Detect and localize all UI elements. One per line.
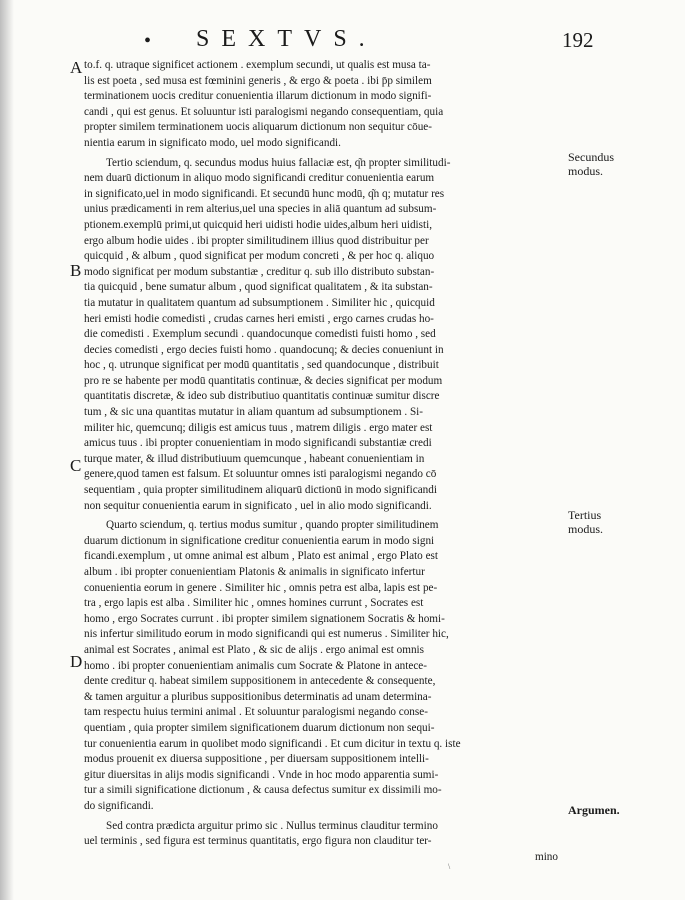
text-line: lis est poeta , sed musa est fœminini generis , & ergo & poeta . ibi p̄p similem (84, 74, 432, 87)
text-line: genere,quod tamen est falsum. Et soluuntur omnes isti paralogismi negando cō (84, 468, 437, 481)
binding-shadow (0, 0, 14, 900)
text-line: ptionem.exemplū primi,ut quicquid heri uidisti hodie uides,album heri uidisti, (84, 218, 433, 231)
paragraph (84, 518, 558, 814)
text-line: tra , ergo lapis est alba . Similiter hic , omnes homines currunt , Socrates est (84, 597, 424, 610)
section-letter-d: D (70, 652, 83, 671)
text-line: ergo album hodie uides . ibi propter similitudinem illius quod distribuitur per (84, 234, 429, 247)
paragraph (84, 58, 558, 152)
text-line: & tamen arguitur a pluribus suppositionibus determinatis ad unam determina- (84, 690, 432, 703)
text-line: quantitatis discretæ, & ideo sub distributiuo quantitatis continuæ sumitur discre (84, 390, 440, 403)
text-line: album . ibi propter conuenientiam Platonis & animalis in significato infertur (84, 566, 425, 578)
text-line: hoc , q. utrunque significat per modū quantitatis , sed quandocunque , distribuit (84, 359, 439, 372)
text-line: conuenientia eorum in genere . Similiter hic , omnis petra est alba, lapis est pe- (84, 581, 438, 594)
text-line: non sequitur conuenientia earum in significato , uel in alio modo significandi. (84, 499, 432, 512)
text-line: decies comedisti , ergo decies fuisti homo . quandocunq; & decies conueniunt in (84, 343, 444, 356)
text-line: Quarto sciendum, q. tertius modus sumitur , quando propter similitudinem (106, 519, 439, 532)
text-line: animal est Socrates , animal est Plato , & sic de alijs . ergo animal est omnis (84, 643, 425, 656)
section-letter-b: B (70, 261, 82, 280)
text-line: Sed contra prædicta arguitur primo sic . Nullus terminus clauditur termino (106, 819, 438, 832)
catchword: mino (535, 850, 558, 863)
text-line: propter similem terminationem uocis aliquarum dictionum non sequitur cōue- (84, 121, 432, 134)
text-line: quentiam , quia propter similem significationem duarum dictionum non sequi- (84, 721, 435, 734)
margin-note-secundus: Secundus (568, 150, 614, 164)
text-line: tia quicquid , bene sumatur album , quod significat qualitatem , & ita substan- (84, 281, 433, 294)
ink-speck: \ (448, 862, 451, 871)
page-number: 192 (562, 28, 594, 52)
text-line: tur a simili significatione dictionum , & causa defectus sumitur ex dissimili mo- (84, 784, 442, 797)
text-line: tam respectu huius termini animal . Et soluuntur paralogismi negando conse- (84, 706, 428, 719)
text-line: militer hic, quemcunq; diligis est amicus tuus , matrem diligis . ergo mater est (84, 421, 433, 434)
text-line: nis infertur similitudo eorum in modo significandi qui est numerus . Similiter hic, (84, 628, 449, 641)
margin-note-modus-1: modus. (568, 164, 604, 178)
margin-note-tertius: Tertius (568, 508, 602, 522)
text-line: sequentiam , quia propter similitudinem aliquarū dictionū in modo significandi (84, 484, 437, 497)
text-line: to.f. q. utraque significet actionem . exemplum secundi, ut qualis est musa ta- (84, 59, 431, 71)
text-line: in significato,uel in modo significandi. Et secundū hunc modū, q͂n q; mutatur res (84, 187, 445, 200)
text-line: terminationem uocis creditur conuenientia illarum dictionum in modo signifi- (84, 90, 432, 103)
text-line: ficandi.exemplum , ut omne animal est album , Plato est animal , ergo Plato est (84, 550, 438, 563)
text-line: nem duarū dictionum in aliquo modo significandi creditur conuenientia earum (84, 172, 435, 185)
text-line: modo significat per modum substantiæ , creditur q. sub illo distributo substan- (84, 265, 435, 278)
section-letter-c: C (70, 456, 82, 475)
margin-note-modus-2: modus. (568, 522, 604, 536)
body-text (84, 58, 558, 865)
text-line: die comedisti . Exemplum secundi . quandocunque comedisti fuisti homo , sed (84, 328, 436, 341)
text-line: unius prædicamenti in rem alterius,uel una species in aliā quantum ad subsum- (84, 203, 437, 216)
section-letter-a: A (70, 58, 83, 77)
text-line: tum , & sic una quantitas mutatur in aliam quantum ad subsumptionem . Si- (84, 406, 424, 419)
text-line: do significandi. (84, 799, 154, 812)
header-dot: • (144, 30, 152, 52)
text-line: turque mater, & illud distributiuum quemcunque , habeant conuenientiam in (84, 452, 425, 465)
text-line: modus prouenit ex diuersa suppositione , per diuersam suppositionem intelli- (84, 753, 429, 766)
text-line: quicquid , & album , quod significat per modum concreti , & per hoc q. aliquo (84, 250, 435, 263)
text-line: homo , ergo Socrates currunt . ibi propter similem signationem Socratis & homi- (84, 612, 445, 625)
text-line: nientia earum in significato modo, uel modo significandi. (84, 136, 341, 149)
text-line: duarum dictionum in significatione creditur conuenientia earum in modo signi (84, 534, 435, 547)
paragraph (84, 819, 558, 850)
paragraph (84, 156, 558, 515)
margin-note-argumen: Argumen. (568, 803, 620, 817)
text-line: amicus tuus . ibi propter conuenientiam in modo significandi substantiæ credi (84, 437, 432, 450)
text-line: tur conuenientia earum in quolibet modo significandi . Et cum dicitur in textu q. iste (84, 737, 461, 750)
text-line: Tertio sciendum, q. secundus modus huius fallaciæ est, q͂n propter similitudi- (106, 156, 451, 169)
text-line: uel terminis , sed figura est terminus quantitatis, ergo figura non clauditur ter- (84, 835, 432, 848)
text-line: dente creditur q. habeat similem suppositionem in antecedente & consequente, (84, 675, 436, 688)
text-line: tia mutatur in qualitatem quantum ad subsumptionem . Similiter hic , quicquid (84, 296, 435, 309)
text-line: heri emisti hodie comedisti , crudas carnes heri emisti , ergo carnes crudas ho- (84, 312, 434, 325)
running-header: SEXTVS. (196, 26, 377, 52)
text-line: gitur diuersitas in alijs modis significandi . Vnde in hoc modo apparentia sumi- (84, 768, 439, 781)
text-line: candi , qui est genus. Et soluuntur isti paralogismi negando consequentiam, quia (84, 105, 444, 118)
text-line: pro re se habente per modū quantitatis continuæ, & decies significat per modum (84, 374, 443, 387)
text-line: homo . ibi propter conuenientiam animalis cum Socrate & Platone in antece- (84, 659, 427, 672)
